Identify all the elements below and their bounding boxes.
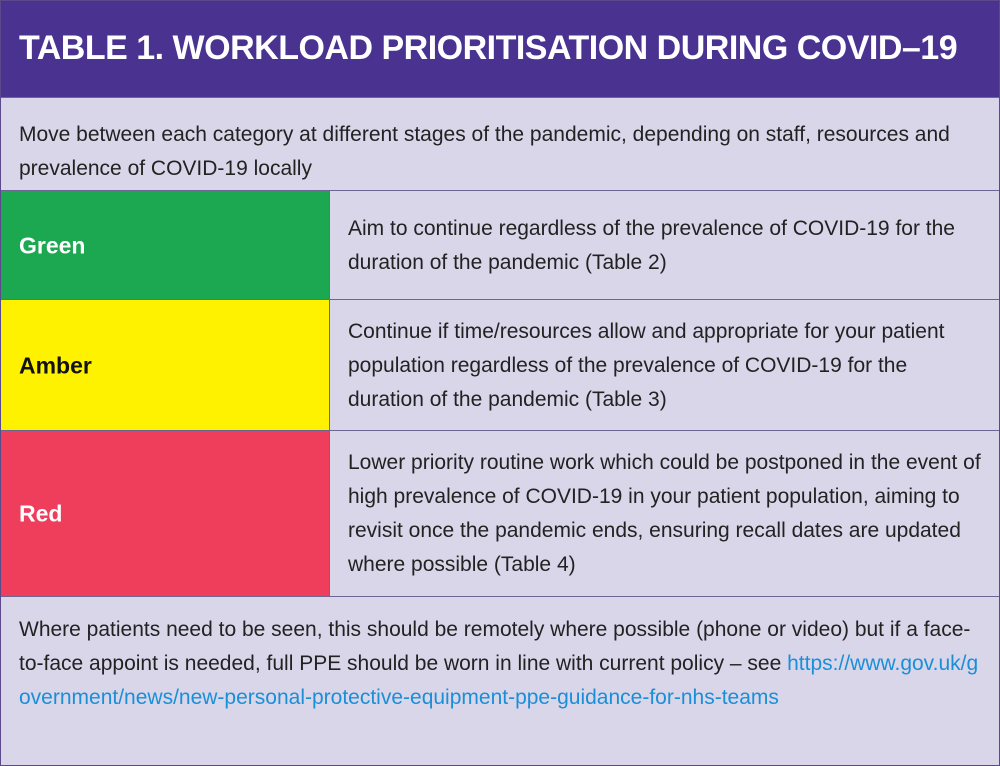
category-row-red [1,430,999,597]
category-cell-red [1,431,330,597]
category-label-green: Green [19,232,86,258]
table-title: TABLE 1. WORKLOAD PRIORITISATION DURING COVID–19 [19,29,958,67]
category-cell-amber [1,300,330,431]
category-label-amber: Amber [19,352,92,378]
table-title-bar [1,1,999,97]
category-description-red: Lower priority routine work which could be postponed in the event of high prevalence of COVID-19 in your patient population, aiming to revisit once the pandemic ends, ensuring recall dates are updated where possible (Table 4) [348,451,981,576]
footer-text: Where patients need to be seen, this should be remotely where possible (phone or video) but if a face-to-face appoint is needed, full PPE should be worn in line with current policy – see [19,618,971,675]
intro-row [1,97,999,191]
category-cell-green [1,191,330,300]
category-description-amber: Continue if time/resources allow and appropriate for your patient population regardless of the prevalence of COVID-19 for the duration of the pandemic (Table 3) [348,319,945,411]
category-row-amber [1,299,999,431]
category-description-green: Aim to continue regardless of the prevalence of COVID-19 for the duration of the pandemic (Table 2) [348,216,955,274]
category-description-cell-red [330,431,999,597]
category-row-green [1,190,999,300]
category-description-cell-green [330,191,999,300]
footer-note [19,613,979,715]
ppe-guidance-link[interactable]: https://www.gov.uk/government/news/new-personal-protective-equipment-ppe-guidance-for-nhs-teams [19,652,979,709]
intro-text: Move between each category at different stages of the pandemic, depending on staff, resources and prevalence of COVID-19 locally [19,123,950,180]
footer-row [1,596,999,766]
category-description-cell-amber [330,300,999,431]
category-label-red: Red [19,500,63,527]
